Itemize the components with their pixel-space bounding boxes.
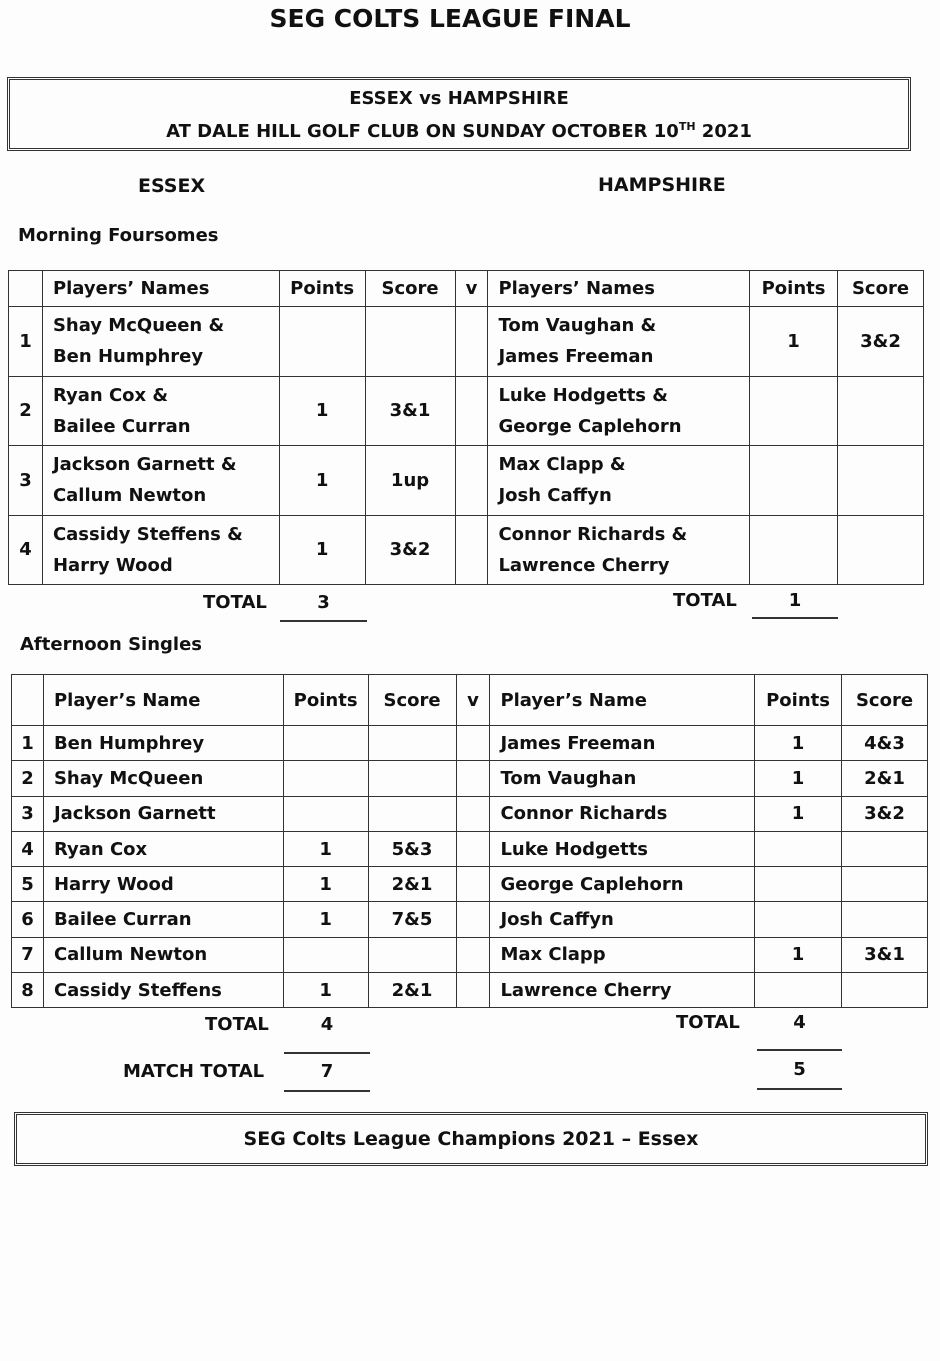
table-row (9, 446, 924, 516)
col-points: Points (279, 271, 365, 307)
right-score (842, 973, 928, 1008)
right-score (838, 446, 924, 516)
player-name: Connor Richards & (498, 523, 688, 545)
morning-total-label: TOTAL (203, 592, 267, 613)
row-number: 3 (12, 796, 44, 831)
right-player: Connor Richards (490, 796, 755, 831)
page-title: SEG COLTS LEAGUE FINAL (269, 4, 631, 33)
left-pair (42, 307, 279, 377)
col-v: v (455, 271, 488, 307)
left-score: 3&2 (365, 515, 455, 585)
col-score: Score (842, 675, 928, 726)
afternoon-total-label: TOTAL (205, 1014, 269, 1035)
right-points (750, 446, 838, 516)
player-name: Lawrence Cherry (498, 554, 670, 576)
right-points: 1 (750, 307, 838, 377)
col-points: Points (755, 675, 842, 726)
table-row (12, 831, 928, 866)
left-player: Callum Newton (43, 937, 283, 972)
v-cell (455, 446, 488, 516)
left-points: 1 (283, 973, 368, 1008)
morning-total-label: TOTAL (673, 590, 737, 611)
player-name: Ryan Cox & (52, 384, 169, 406)
table-row (9, 307, 924, 377)
left-points: 1 (279, 376, 365, 446)
underline (757, 1049, 842, 1051)
champions-text: SEG Colts League Champions 2021 – Essex (243, 1128, 699, 1150)
col-points: Points (750, 271, 838, 307)
right-score (838, 515, 924, 585)
col-names: Players’ Names (42, 271, 279, 307)
v-cell (456, 726, 490, 761)
right-player: James Freeman (490, 726, 755, 761)
match-total-label: MATCH TOTAL (123, 1061, 265, 1082)
left-score: 7&5 (368, 902, 456, 937)
afternoon-left-total: 4 (320, 1014, 334, 1035)
table-row (9, 376, 924, 446)
v-cell (456, 937, 490, 972)
morning-left-total: 3 (317, 592, 330, 613)
left-player: Shay McQueen (43, 761, 283, 796)
right-player: Lawrence Cherry (490, 973, 755, 1008)
left-score: 2&1 (368, 867, 456, 902)
v-cell (455, 515, 488, 585)
fixture-line: ESSEX vs HAMPSHIRE (349, 88, 569, 109)
right-points: 1 (755, 726, 842, 761)
table-row (9, 515, 924, 585)
right-score: 2&1 (842, 761, 928, 796)
row-number: 8 (12, 973, 44, 1008)
morning-right-total: 1 (788, 590, 802, 611)
player-name: Luke Hodgetts & (498, 384, 668, 406)
row-number: 4 (9, 515, 43, 585)
left-score: 5&3 (368, 831, 456, 866)
right-points (755, 867, 842, 902)
left-score (368, 726, 456, 761)
left-points: 1 (283, 902, 368, 937)
right-points: 1 (755, 761, 842, 796)
player-name: Tom Vaughan & (498, 315, 657, 337)
left-pair (42, 446, 279, 516)
right-pair (488, 376, 750, 446)
v-cell (456, 867, 490, 902)
left-points (283, 726, 368, 761)
right-points: 1 (755, 937, 842, 972)
v-cell (455, 376, 488, 446)
team-left: ESSEX (138, 175, 206, 197)
left-score (368, 796, 456, 831)
left-points: 1 (279, 515, 365, 585)
left-player: Cassidy Steffens (43, 973, 283, 1008)
left-points: 1 (283, 831, 368, 866)
col-v: v (456, 675, 490, 726)
left-player: Ryan Cox (43, 831, 283, 866)
row-number: 1 (12, 726, 44, 761)
right-player: George Caplehorn (490, 867, 755, 902)
player-name: Bailee Curran (52, 415, 191, 437)
right-score: 4&3 (842, 726, 928, 761)
player-name: Callum Newton (52, 485, 207, 507)
player-name: Ben Humphrey (52, 346, 204, 368)
afternoon-title: Afternoon Singles (20, 634, 203, 655)
player-name: Jackson Garnett & (52, 454, 237, 476)
left-player: Bailee Curran (43, 902, 283, 937)
table-header (12, 675, 928, 726)
table-header (9, 271, 924, 307)
col-names: Players’ Names (488, 271, 750, 307)
left-points (279, 307, 365, 377)
left-points (283, 937, 368, 972)
right-points (755, 902, 842, 937)
row-number: 6 (12, 902, 44, 937)
row-number: 2 (12, 761, 44, 796)
player-name: Harry Wood (52, 554, 173, 576)
row-number: 2 (9, 376, 43, 446)
player-name: Josh Caffyn (498, 485, 612, 507)
right-score (838, 376, 924, 446)
table-row (12, 973, 928, 1008)
v-cell (456, 761, 490, 796)
right-player: Max Clapp (490, 937, 755, 972)
underline (752, 617, 838, 619)
right-score: 3&2 (838, 307, 924, 377)
left-player: Jackson Garnett (43, 796, 283, 831)
left-points (283, 761, 368, 796)
table-row (12, 796, 928, 831)
row-number: 5 (12, 867, 44, 902)
team-right: HAMPSHIRE (598, 174, 726, 196)
venue-line: AT DALE HILL GOLF CLUB ON SUNDAY OCTOBER 10TH 2021 (166, 120, 752, 142)
table-row (12, 937, 928, 972)
row-number: 4 (12, 831, 44, 866)
right-player: Tom Vaughan (490, 761, 755, 796)
left-score (368, 937, 456, 972)
v-cell (456, 796, 490, 831)
right-points: 1 (755, 796, 842, 831)
left-points (283, 796, 368, 831)
afternoon-total-label: TOTAL (676, 1012, 740, 1033)
v-cell (456, 973, 490, 1008)
row-number: 3 (9, 446, 43, 516)
player-name: George Caplehorn (498, 415, 682, 437)
left-player: Harry Wood (43, 867, 283, 902)
player-name: Max Clapp & (498, 454, 626, 476)
right-pair (488, 307, 750, 377)
right-score: 3&2 (842, 796, 928, 831)
right-pair (488, 515, 750, 585)
underline (280, 620, 367, 622)
left-player: Ben Humphrey (43, 726, 283, 761)
afternoon-right-total: 4 (793, 1012, 806, 1033)
player-name: James Freeman (498, 346, 654, 368)
right-points (750, 376, 838, 446)
afternoon-table (11, 674, 928, 1008)
underline (757, 1088, 842, 1090)
right-score (842, 867, 928, 902)
right-score (842, 831, 928, 866)
underline (284, 1052, 370, 1054)
right-points (755, 831, 842, 866)
v-cell (455, 307, 488, 377)
fixture-box (7, 77, 911, 151)
left-pair (42, 515, 279, 585)
table-row (12, 902, 928, 937)
match-right-total: 5 (793, 1059, 806, 1080)
col-names: Player’s Name (490, 675, 755, 726)
left-score: 2&1 (368, 973, 456, 1008)
table-row (12, 761, 928, 796)
player-name: Cassidy Steffens & (52, 523, 243, 545)
right-player: Luke Hodgetts (490, 831, 755, 866)
champions-box (14, 1112, 928, 1166)
col-points: Points (283, 675, 368, 726)
left-score: 3&1 (365, 376, 455, 446)
right-score: 3&1 (842, 937, 928, 972)
player-name: Shay McQueen & (52, 315, 225, 337)
left-score (368, 761, 456, 796)
left-points: 1 (279, 446, 365, 516)
v-cell (456, 902, 490, 937)
table-row (12, 867, 928, 902)
underline (284, 1090, 370, 1092)
match-left-total: 7 (320, 1061, 334, 1082)
left-score: 1up (365, 446, 455, 516)
right-points (755, 973, 842, 1008)
col-names: Player’s Name (43, 675, 283, 726)
left-score (365, 307, 455, 377)
row-number: 1 (9, 307, 43, 377)
left-pair (42, 376, 279, 446)
v-cell (456, 831, 490, 866)
col-score: Score (368, 675, 456, 726)
right-score (842, 902, 928, 937)
row-number: 7 (12, 937, 44, 972)
left-points: 1 (283, 867, 368, 902)
col-score: Score (838, 271, 924, 307)
right-pair (488, 446, 750, 516)
right-points (750, 515, 838, 585)
table-row (12, 726, 928, 761)
morning-title: Morning Foursomes (18, 225, 219, 246)
right-player: Josh Caffyn (490, 902, 755, 937)
morning-table (8, 270, 924, 585)
col-score: Score (365, 271, 455, 307)
